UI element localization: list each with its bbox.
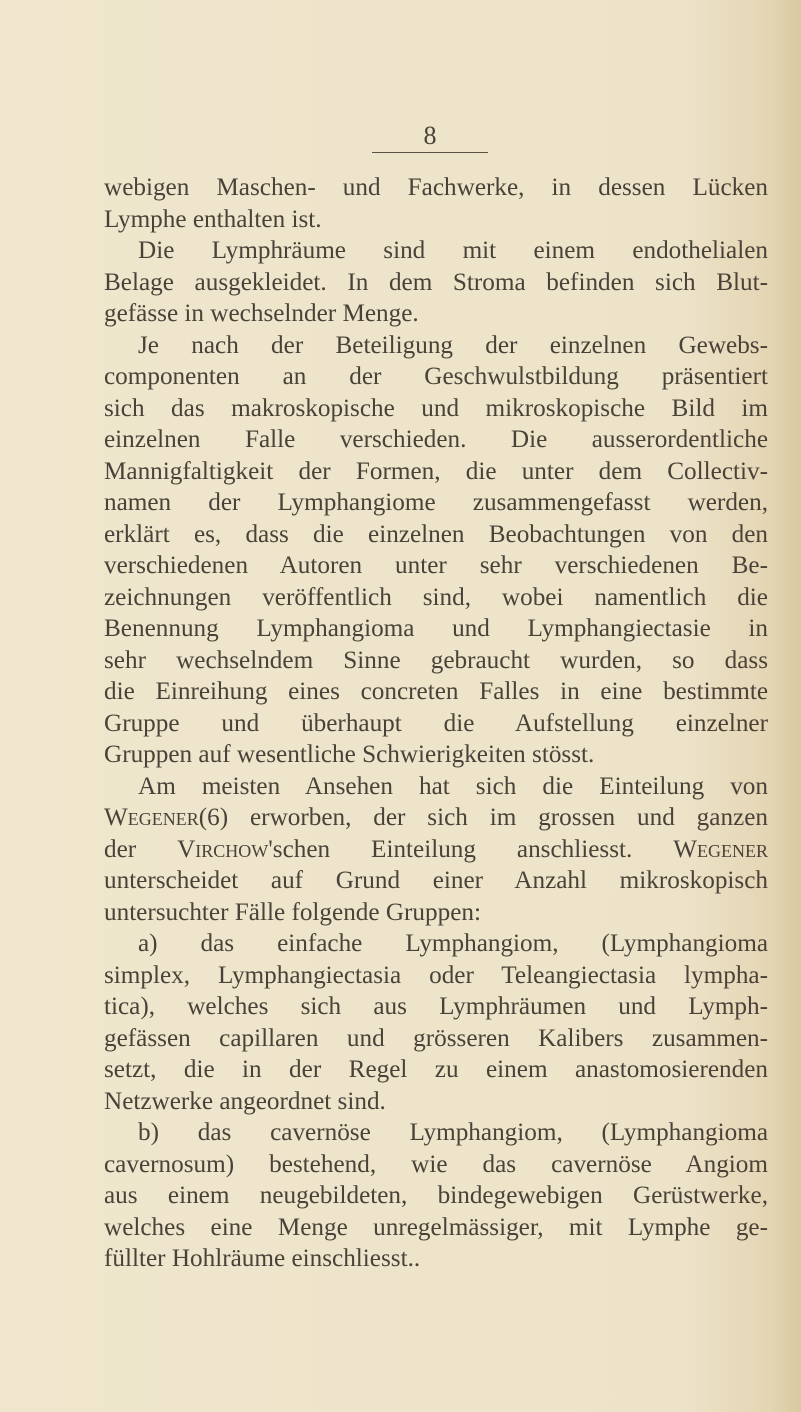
text-line	[104, 834, 768, 866]
text-run: sich das makroskopische und mikroskopische Bild im	[104, 394, 768, 422]
text-line	[104, 928, 768, 960]
text-run: Mannigfaltigkeit der Formen, die unter dem Collectiv-	[104, 457, 768, 485]
text-line	[104, 802, 768, 834]
text-line	[104, 771, 768, 803]
text-line	[104, 1243, 768, 1275]
text-line	[104, 550, 768, 582]
text-run: sehr wechselndem Sinne gebraucht wurden, so dass	[104, 646, 768, 674]
text-run: der	[104, 835, 178, 863]
text-line	[104, 708, 768, 740]
text-line	[104, 393, 768, 425]
text-run: setzt, die in der Regel zu einem anastomosierenden	[104, 1056, 768, 1083]
body-text	[104, 172, 768, 1275]
text-run: Belage ausgekleidet. In dem Stroma befinden sich Blut-	[104, 268, 768, 296]
text-run: gefässen capillaren und grösseren Kalibers zusammen-	[104, 1024, 768, 1052]
text-line	[104, 456, 768, 488]
text-line	[104, 330, 768, 362]
text-run: füllter Hohlräume einschliesst..	[104, 1245, 421, 1272]
text-line	[104, 1149, 768, 1181]
text-run: Je nach der Beteiligung der einzelnen Gewebs-	[138, 331, 768, 359]
text-line	[104, 991, 768, 1023]
text-line	[104, 613, 768, 645]
text-line	[104, 960, 768, 992]
text-line	[104, 1180, 768, 1212]
text-run: erklärt es, dass die einzelnen Beobachtungen von den	[104, 520, 768, 548]
text-line	[104, 897, 768, 929]
text-run: Am meisten Ansehen hat sich die Einteilung von	[138, 772, 768, 800]
text-line	[104, 424, 768, 456]
text-line	[104, 361, 768, 393]
text-run: namen der Lymphangiome zusammengefasst werden,	[104, 489, 768, 516]
text-run: cavernosum) bestehend, wie das cavernöse Angiom	[104, 1150, 768, 1178]
text-run: unterscheidet auf Grund einer Anzahl mikroskopisch	[104, 867, 768, 894]
text-run: a) das einfache Lymphangiom, (Lymphangioma	[138, 930, 768, 957]
text-line	[104, 1023, 768, 1055]
page-number: 8	[372, 122, 488, 153]
text-run: die Einreihung eines concreten Falles in eine bestimmte	[104, 678, 768, 705]
text-line	[104, 519, 768, 551]
text-run: componenten an der Geschwulstbildung präsentiert	[104, 363, 768, 390]
text-line	[104, 1117, 768, 1149]
text-line	[104, 739, 768, 771]
text-line	[104, 582, 768, 614]
text-run: simplex, Lymphangiectasia oder Teleangiectasia lympha-	[104, 961, 768, 989]
text-line	[104, 267, 768, 299]
text-run: gefässe in wechselnder Menge.	[104, 300, 419, 327]
text-line	[104, 676, 768, 708]
text-line	[104, 298, 768, 330]
text-run: Die Lymphräume sind mit einem endothelialen	[138, 237, 768, 264]
text-run: (6) erworben, der sich im grossen und ganzen	[198, 804, 768, 831]
text-run: einzelnen Falle verschieden. Die ausserordentliche	[104, 426, 768, 453]
text-run: zeichnungen veröffentlich sind, wobei namentlich die	[104, 583, 768, 611]
text-run: 'schen Einteilung anschliesst.	[268, 835, 674, 863]
author-name: Wegener	[673, 835, 768, 863]
text-run: welches eine Menge unregelmässiger, mit Lymphe ge-	[104, 1213, 768, 1241]
text-line	[104, 1212, 768, 1244]
text-line	[104, 1054, 768, 1086]
text-run: Netzwerke angeordnet sind.	[104, 1087, 386, 1115]
text-run: untersuchter Fälle folgende Gruppen:	[104, 898, 481, 926]
text-run: webigen Maschen- und Fachwerke, in dessen Lücken	[104, 174, 768, 201]
text-run: b) das cavernöse Lymphangiom, (Lymphangioma	[138, 1119, 768, 1146]
text-line	[104, 235, 768, 267]
text-run: Gruppe und überhaupt die Aufstellung einzelner	[104, 709, 768, 737]
text-line	[104, 487, 768, 519]
text-run: Gruppen auf wesentliche Schwierigkeiten stösst.	[104, 741, 595, 768]
text-run: Lymphe enthalten ist.	[104, 205, 322, 233]
author-name: Virchow	[177, 835, 269, 863]
text-run: tica), welches sich aus Lymphräumen und Lymph-	[104, 993, 768, 1020]
author-name: Wegener	[104, 804, 199, 831]
text-line	[104, 204, 768, 236]
text-run: verschiedenen Autoren unter sehr verschiedenen Be-	[104, 552, 768, 579]
text-line	[104, 172, 768, 204]
text-line	[104, 645, 768, 677]
text-line	[104, 1086, 768, 1118]
text-run: aus einem neugebildeten, bindegewebigen Gerüstwerke,	[104, 1182, 768, 1209]
text-line	[104, 865, 768, 897]
text-run: Benennung Lymphangioma und Lymphangiectasie in	[104, 615, 768, 642]
